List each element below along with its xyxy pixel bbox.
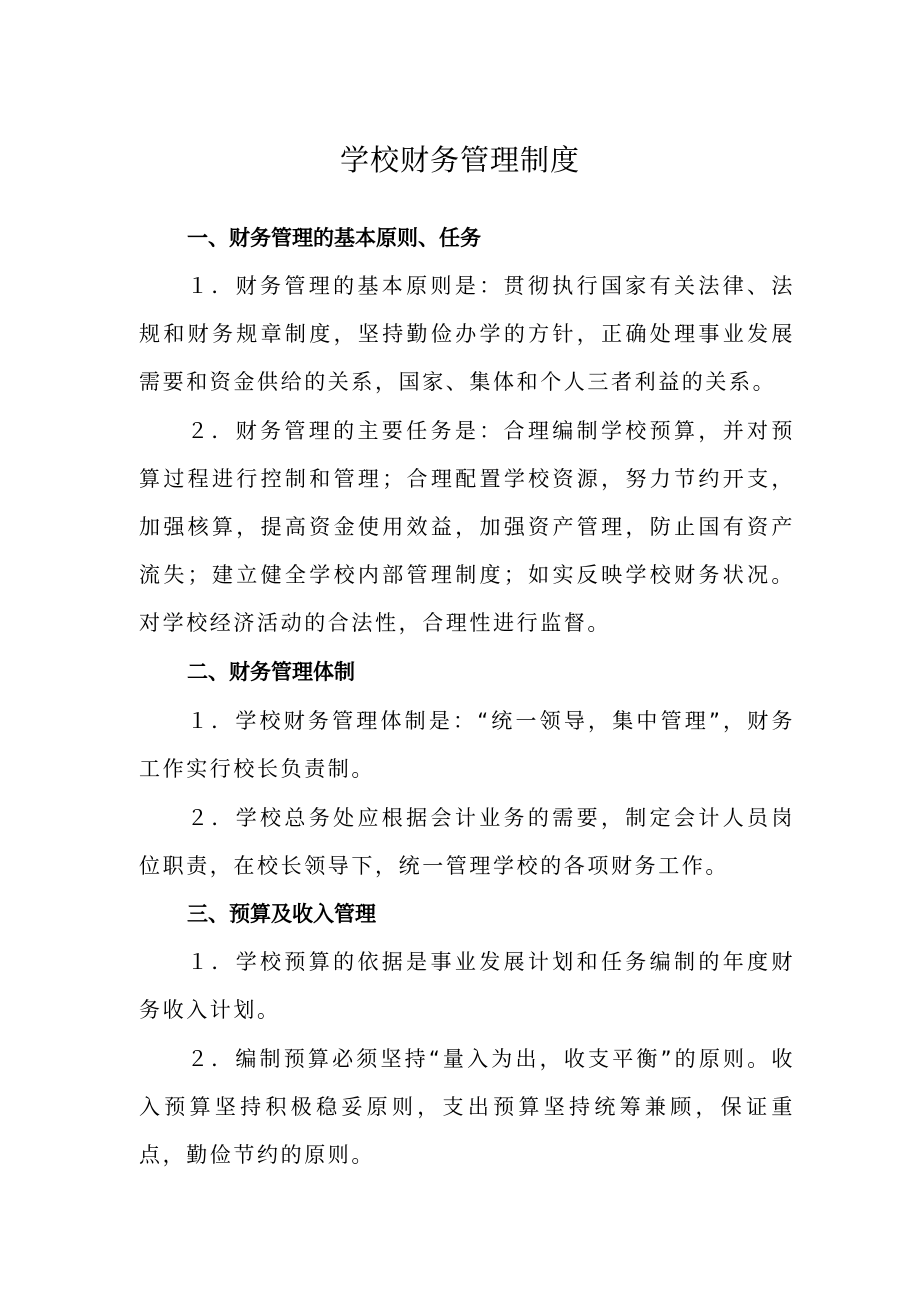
section-heading-3: 三、预算及收入管理 [187,902,376,926]
paragraph-3-1: １．学校预算的依据是事业发展计划和任务编制的年度财务收入计划。 [139,950,795,1022]
section-heading-2: 二、财务管理体制 [187,660,355,684]
paragraph-1-2: ２．财务管理的主要任务是：合理编制学校预算，并对预算过程进行控制和管理；合理配置学校资源，努力节约开支，加强核算，提高资金使用效益，加强资产管理，防止国有资产流失；建立健全学校内部管理制度；如实反映学校财务状况。对学校经济活动的合法性，合理性进行监督。 [139,419,795,635]
paragraph-2-1: １．学校财务管理体制是：“统一领导，集中管理”，财务工作实行校长负责制。 [139,709,795,781]
document-title: 学校财务管理制度 [339,143,580,177]
paragraph-3-2: ２．编制预算必须坚持“量入为出，收支平衡”的原则。收入预算坚持积极稳妥原则，支出预算坚持统筹兼顾，保证重点，勤俭节约的原则。 [139,1047,795,1167]
paragraph-2-2: ２．学校总务处应根据会计业务的需要，制定会计人员岗位职责，在校长领导下，统一管理学校的各项财务工作。 [139,806,795,878]
section-heading-1: 一、财务管理的基本原则、任务 [187,226,481,250]
paragraph-1-1: １．财务管理的基本原则是：贯彻执行国家有关法律、法规和财务规章制度，坚持勤俭办学的方针，正确处理事业发展需要和资金供给的关系，国家、集体和个人三者利益的关系。 [139,274,795,394]
